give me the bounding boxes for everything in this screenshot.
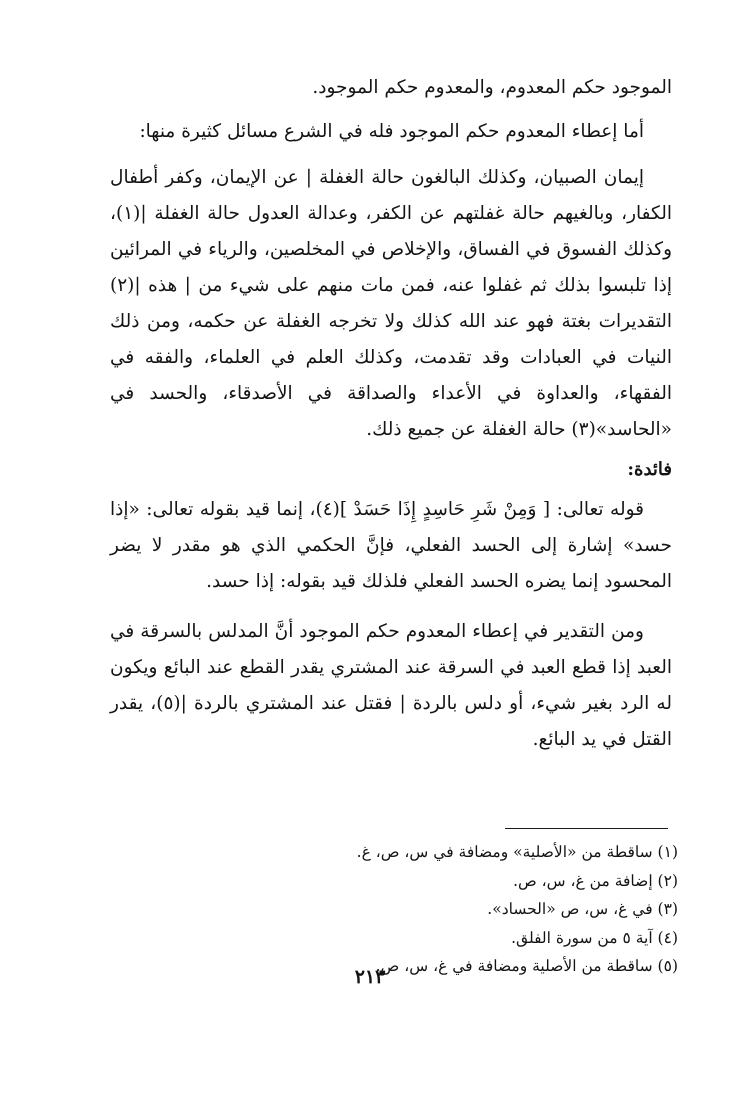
main-text — [110, 70, 672, 758]
footnote-4: (٤) آية ٥ من سورة الفلق. — [511, 928, 678, 947]
footnote-divider — [505, 828, 668, 829]
footnote-5: (٥) ساقطة من الأصلية ومضافة في غ، س، ص. — [375, 957, 678, 975]
paragraph-opening: الموجود حكم المعدوم، والمعدوم حكم الموجود. — [312, 77, 672, 98]
paragraph-intro: أما إعطاء المعدوم حكم الموجود فله في الشرع مسائل كثيرة منها: — [139, 121, 644, 142]
footnotes — [110, 838, 678, 981]
footnote-3: (٣) في غ، س، ص «الحساد». — [487, 900, 678, 918]
page-number: ٢١٣ — [354, 966, 386, 988]
footnote-1: (١) ساقطة من «الأصلية» ومضافة في س، ص، غ. — [356, 843, 678, 861]
footnote-2: (٢) إضافة من غ، س، ص. — [513, 871, 678, 890]
paragraph-sale: ومن التقدير في إعطاء المعدوم حكم الموجود أنَّ المدلس بالسرقة في العبد إذا قطع العبد في السرقة عند المشتري يقدر القطع عند البائع ويكون له الرد بغير شيء، أو دلس بالردة | فقتل عند المشتري بالردة |(٥)، يقدر القتل في يد البائع. — [110, 621, 672, 750]
section-heading: فائدة: — [627, 459, 672, 480]
paragraph-verse: قوله تعالى: [ وَمِنْ شَرِ حَاسِدٍ إِذَا حَسَدْ ](٤)، إنما قيد بقوله تعالى: «إذا حسد» إشارة إلى الحسد الفعلي، فإنَّ الحكمي الذي هو مقدر لا يضر المحسود إنما يضره الحسد الفعلي فلذلك قيد بقوله: إذا حسد. — [110, 499, 672, 592]
paragraph-examples: إيمان الصبيان، وكذلك البالغون حالة الغفلة | عن الإيمان، وكفر أطفال الكفار، وبالغيهم حالة غفلتهم عن الكفر، وعدالة العدول حالة الغفلة |(١)، وكذلك الفسوق في الفساق، والإخلاص في المخلصين، والرياء في المرائين إذا تلبسوا بذلك ثم غفلوا عنه، فمن مات منهم على شيء من | هذه |(٢) التقديرات بغتة فهو عند الله كذلك ولا تخرجه الغفلة عن حكمه، ومن ذلك النيات في العبادات وقد تقدمت، وكذلك العلم في العلماء، والفقه في الفقهاء، والعداوة في الأعداء والصداقة في الأصدقاء، والحسد في «الحاسد»(٣) حالة الغفلة عن جميع ذلك. — [110, 167, 672, 440]
